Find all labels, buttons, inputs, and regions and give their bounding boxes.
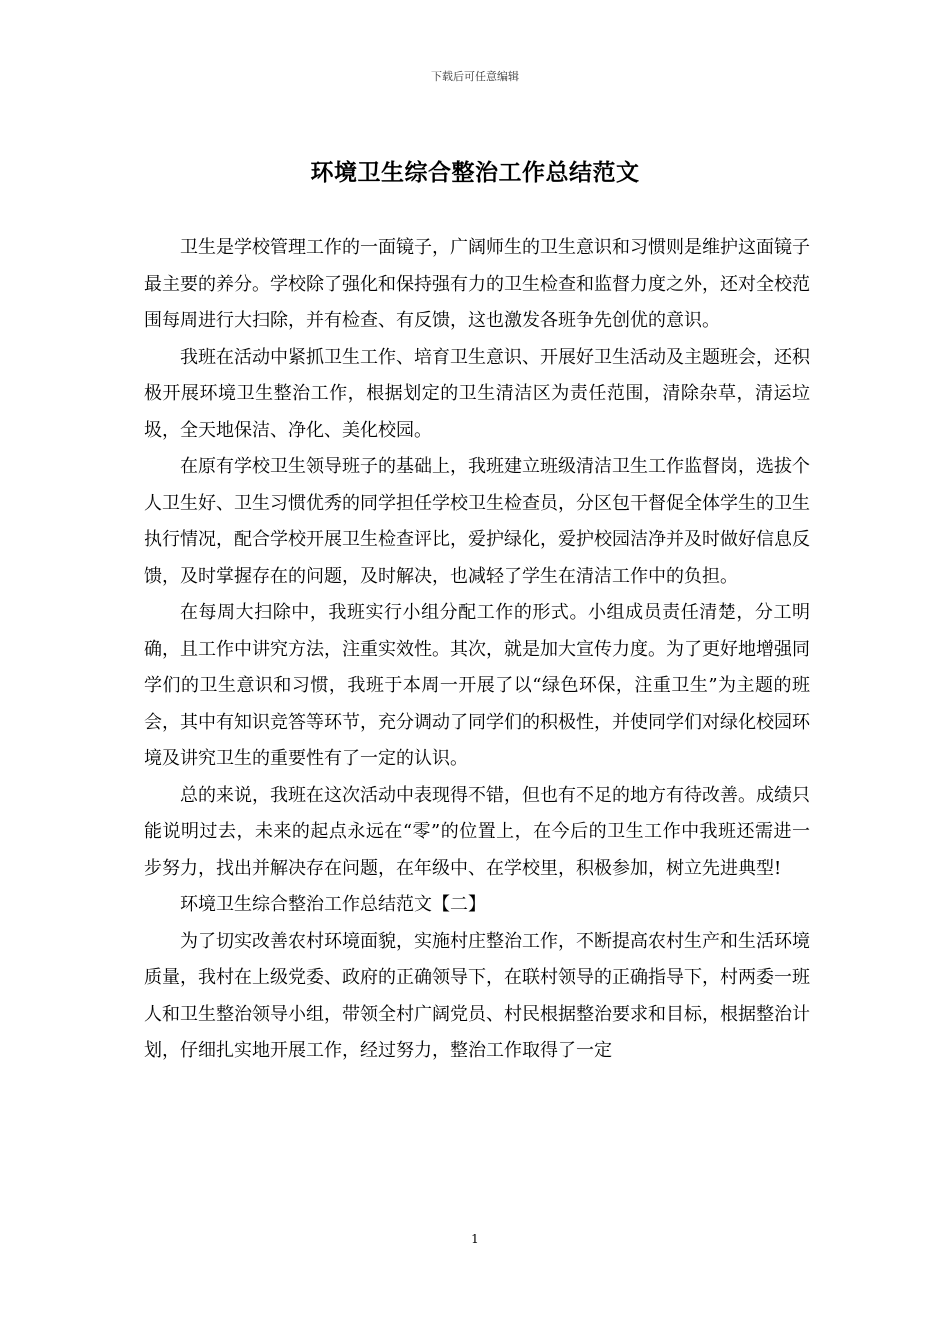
paragraph: 在每周大扫除中，我班实行小组分配工作的形式。小组成员责任清楚，分工明确，且工作中讲究方法，注重实效性。其次，就是加大宣传力度。为了更好地增强同学们的卫生意识和习惯，我班于本周一开展了以“绿色环保，注重卫生”为主题的班会，其中有知识竞答等环节，充分调动了同学们的积极性，并使同学们对绿化校园环境及讲究卫生的重要性有了一定的认识。 [144,602,810,769]
page-number: 1 [471,1232,479,1246]
paragraph: 为了切实改善农村环境面貌，实施村庄整治工作，不断提高农村生产和生活环境质量，我村在上级党委、政府的正确领导下，在联村领导的正确指导下，村两委一班人和卫生整治领导小组，带领全村广阔党员、村民根据整治要求和目标，根据整治计划，仔细扎实地开展工作，经过努力，整治工作取得了一定 [144,930,810,1061]
header-note: 下载后可任意编辑 [431,70,519,83]
paragraph: 卫生是学校管理工作的一面镜子，广阔师生的卫生意识和习惯则是维护这面镜子最主要的养分。学校除了强化和保持强有力的卫生检查和监督力度之外，还对全校范围每周进行大扫除，并有检查、有反馈，这也激发各班争先创优的意识。 [144,237,810,331]
section-heading: 环境卫生综合整治工作总结范文【二】 [180,894,486,915]
paragraph: 总的来说，我班在这次活动中表现得不错，但也有不足的地方有待改善。成绩只能说明过去，未来的起点永远在“零”的位置上，在今后的卫生工作中我班还需进一步努力，找出并解决存在问题，在年级中、在学校里，积极参加，树立先进典型! [144,784,810,879]
paragraph: 在原有学校卫生领导班子的基础上，我班建立班级清洁卫生工作监督岗，选拔个人卫生好、卫生习惯优秀的同学担任学校卫生检查员，分区包干督促全体学生的卫生执行情况，配合学校开展卫生检查评比，爱护绿化，爱护校园洁净并及时做好信息反馈，及时掌握存在的问题，及时解决，也减轻了学生在清洁工作中的负担。 [144,456,810,587]
paragraph: 我班在活动中紧抓卫生工作、培育卫生意识、开展好卫生活动及主题班会，还积极开展环境卫生整治工作，根据划定的卫生清洁区为责任范围，清除杂草，清运垃圾，全天地保洁、净化、美化校园。 [144,346,810,441]
document-body [144,230,810,1070]
document-title: 环境卫生综合整治工作总结范文 [310,159,640,186]
